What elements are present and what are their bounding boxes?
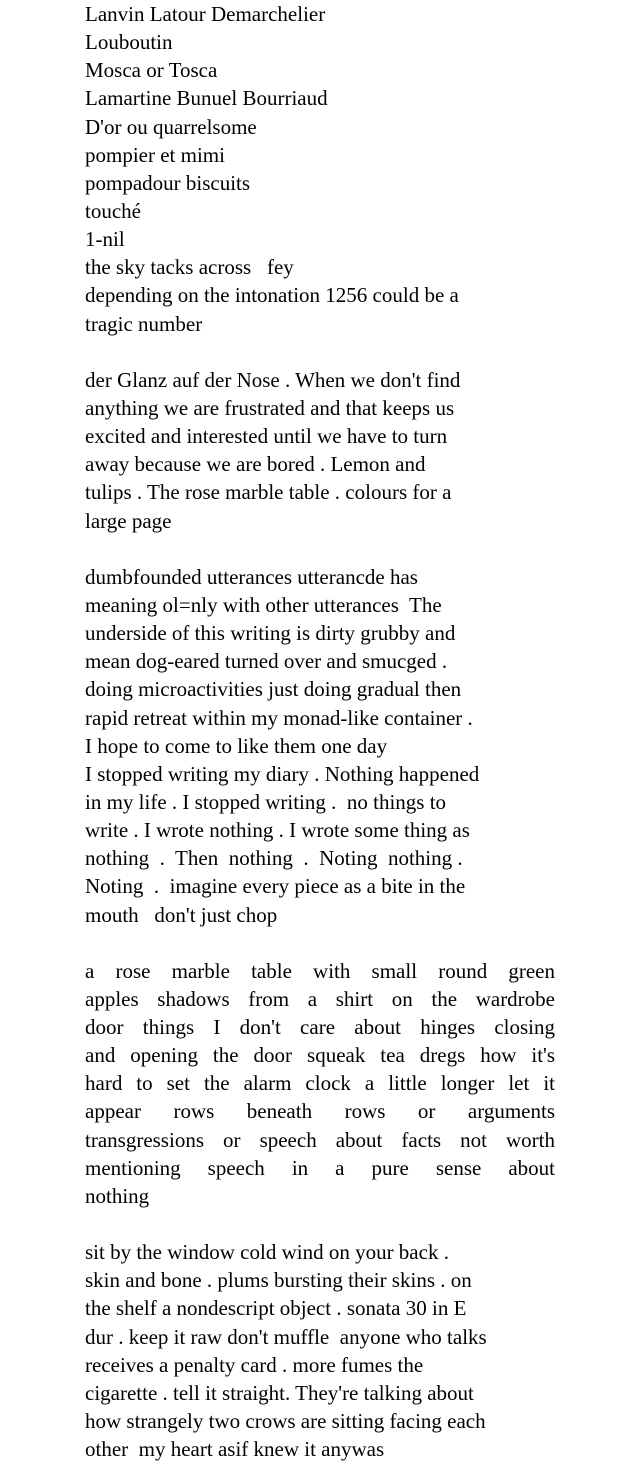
text-line: dumbfounded utterances utterancde has <box>85 564 418 589</box>
text-line: Mosca or Tosca <box>85 58 218 83</box>
text-line: Noting . imagine every piece as a bite in the <box>85 874 466 899</box>
text-line: Louboutin <box>85 30 173 55</box>
text-line: underside of this writing is dirty grubby and <box>85 621 456 646</box>
text-line: meaning ol=nly with other utterances The <box>85 592 442 617</box>
text-line: large page <box>85 508 172 533</box>
text-line: pompier et mimi <box>85 142 225 167</box>
text-line: rapid retreat within my monad-like container . <box>85 705 473 730</box>
text-line: the shelf a nondescript object . sonata 30 in E <box>85 1296 467 1321</box>
text-line: mouth don't just chop <box>85 902 278 927</box>
text-line: nothing <box>85 1183 150 1208</box>
stanza-break <box>85 338 555 366</box>
text-line: doing microactivities just doing gradual then <box>85 677 462 702</box>
text-line: and opening the door squeak tea dregs how it's <box>85 1043 555 1068</box>
text-line: excited and interested until we have to turn <box>85 424 448 449</box>
text-line: tulips . The rose marble table . colours for a <box>85 480 452 505</box>
stanza-break <box>85 535 555 563</box>
text-line: touché <box>85 198 141 223</box>
text-line: skin and bone . plums bursting their skins . on <box>85 1268 472 1293</box>
text-line: sit by the window cold wind on your back . <box>85 1240 449 1265</box>
text-line: D'or ou quarrelsome <box>85 114 257 139</box>
text-line: in my life . I stopped writing . no things to <box>85 789 447 814</box>
text-line: write . I wrote nothing . I wrote some thing as <box>85 818 470 843</box>
text-line: mean dog-eared turned over and smucged . <box>85 649 448 674</box>
text-line: a rose marble table with small round green <box>85 958 555 983</box>
text-line: cigarette . tell it straight. They're talking about <box>85 1380 474 1405</box>
text-line: away because we are bored . Lemon and <box>85 452 426 477</box>
text-line: Lanvin Latour Demarchelier <box>85 2 326 26</box>
text-line: dur . keep it raw don't muffle anyone who talks <box>85 1324 487 1349</box>
text-line: other my heart asif knew it anywas <box>85 1437 385 1462</box>
text-line: appear rows beneath rows or arguments <box>85 1099 555 1124</box>
text-line: receives a penalty card . more fumes the <box>85 1352 424 1377</box>
text-line: transgressions or speech about facts not worth <box>85 1127 555 1152</box>
text-line: hard to set the alarm clock a little longer let it <box>85 1071 555 1096</box>
text-line: 1-nil <box>85 227 125 252</box>
text-line: der Glanz auf der Nose . When we don't find <box>85 367 461 392</box>
text-line: apples shadows from a shirt on the wardrobe <box>85 986 555 1011</box>
stanza-1 <box>85 0 555 338</box>
stanza-5 <box>85 1238 555 1463</box>
text-line: the sky tacks across fey <box>85 255 294 280</box>
text-line: I stopped writing my diary . Nothing happened <box>85 761 480 786</box>
text-line: mentioning speech in a pure sense about <box>85 1155 555 1180</box>
stanza-break <box>85 929 555 957</box>
stanza-3 <box>85 563 555 929</box>
text-line: Lamartine Bunuel Bourriaud <box>85 86 328 111</box>
stanza-4 <box>85 957 555 1210</box>
stanza-break <box>85 1210 555 1238</box>
text-line: I hope to come to like them one day <box>85 733 388 758</box>
text-line: pompadour biscuits <box>85 170 251 195</box>
text-line: door things I don't care about hinges closing <box>85 1015 555 1040</box>
text-line: nothing . Then nothing . Noting nothing . <box>85 846 463 871</box>
text-line: tragic number <box>85 311 203 336</box>
stanza-2 <box>85 366 555 535</box>
poem-document <box>85 0 555 1463</box>
text-line: depending on the intonation 1256 could be a <box>85 283 459 308</box>
text-line: anything we are frustrated and that keeps us <box>85 395 455 420</box>
text-line: how strangely two crows are sitting facing each <box>85 1409 486 1434</box>
